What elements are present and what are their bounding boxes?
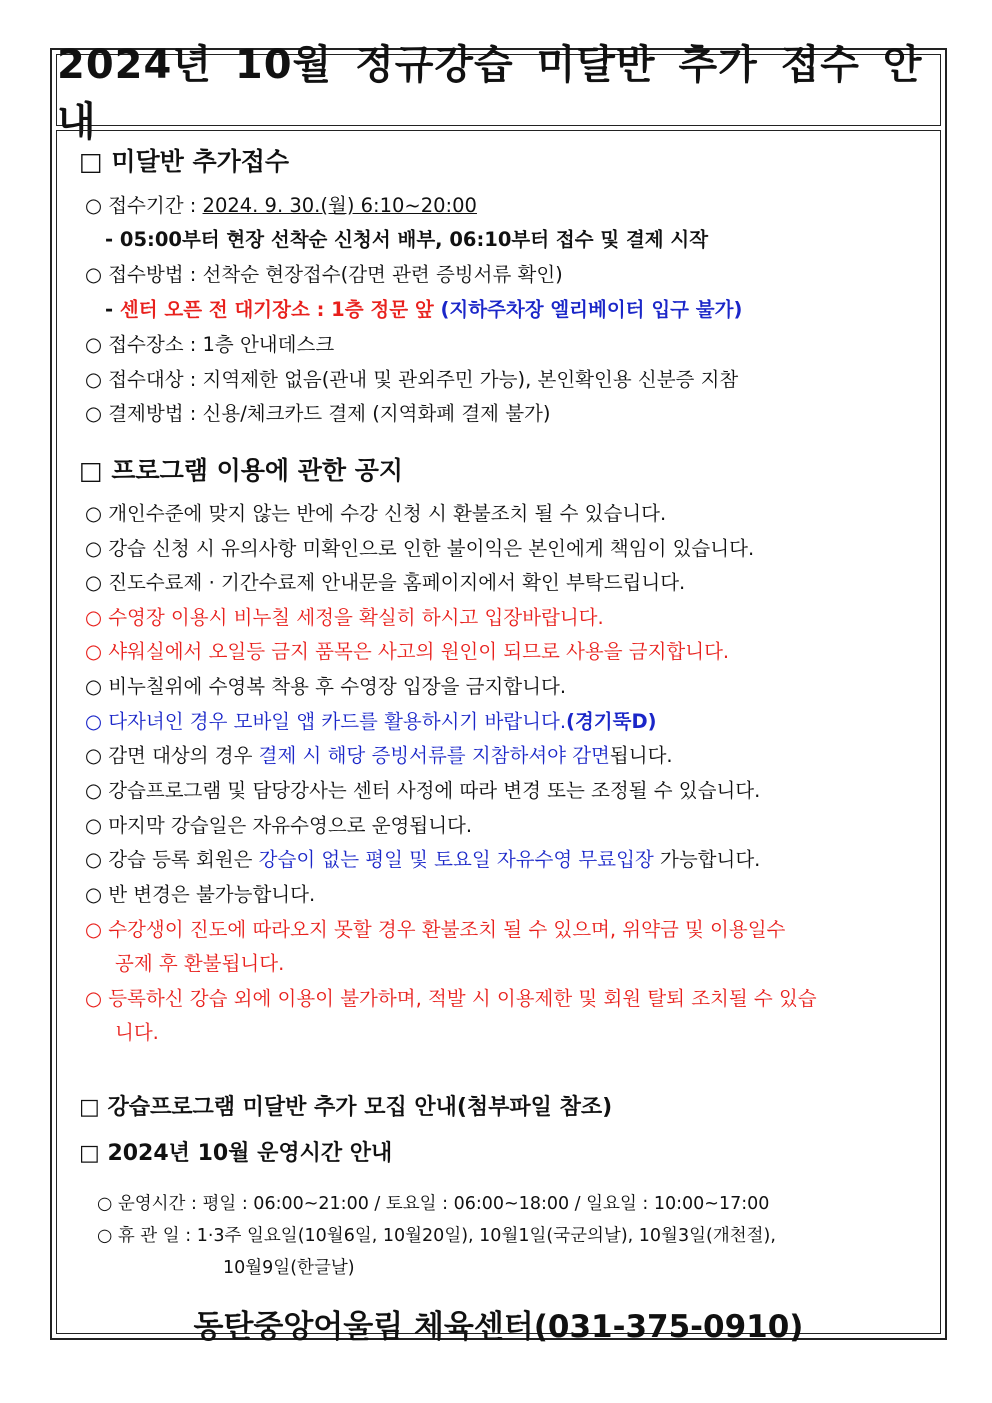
payment-method: ○ 결제방법 : 신용/체크카드 결제 (지역화폐 결제 불가) [85, 402, 551, 425]
notice-item-6: ○ 비누칠위에 수영복 착용 후 수영장 입장을 금지합니다. [85, 675, 567, 698]
notice-item-12: ○ 반 변경은 불가능합니다. [85, 883, 316, 906]
notice-item-9: ○ 강습프로그램 및 담당강사는 센터 사정에 따라 변경 또는 조정될 수 있습니다. [85, 779, 761, 802]
notice-item-8-a: ○ 감면 대상의 경우 [85, 744, 259, 767]
waiting-place [105, 297, 742, 323]
registration-period [85, 193, 477, 219]
operating-hours: ○ 운영시간 : 평일 : 06:00~21:00 / 토요일 : 06:00~18:00 / 일요일 : 10:00~17:00 [97, 1194, 770, 1214]
registration-method: ○ 접수방법 : 선착순 현장접수(감면 관련 증빙서류 확인) [85, 263, 563, 286]
notice-item-2: ○ 강습 신청 시 유의사항 미확인으로 인한 불이익은 본인에게 책임이 있습니다. [85, 537, 755, 560]
notice-item-11-b: 강습이 없는 평일 및 토요일 자유수영 무료입장 [258, 848, 654, 871]
section-heading-additional-registration: □ 미달반 추가접수 [79, 147, 290, 176]
registration-target: ○ 접수대상 : 지역제한 없음(관내 및 관외주민 가능), 본인확인용 신분증 지참 [85, 368, 739, 391]
notice-item-10: ○ 마지막 강습일은 자유수영으로 운영됩니다. [85, 814, 473, 837]
waiting-place-dash: - [105, 298, 120, 321]
section-heading-program-notice: □ 프로그램 이용에 관한 공지 [79, 456, 404, 485]
notice-item-14-line2: 니다. [115, 1021, 159, 1044]
center-contact-footer: 동탄중앙어울림 체육센터(031-375-0910) [193, 1309, 804, 1345]
closed-days-line1: ○ 휴 관 일 : 1·3주 일요일(10월6일, 10월20일), 10월1일(국군의날), 10월3일(개천절), [97, 1226, 776, 1246]
notice-item-11 [85, 847, 760, 873]
notice-item-7 [85, 709, 657, 735]
section-heading-operating-hours: □ 2024년 10월 운영시간 안내 [79, 1141, 393, 1166]
registration-period-label: ○ 접수기간 : [85, 194, 203, 217]
registration-period-value: 2024. 9. 30.(월) 6:10~20:00 [202, 194, 477, 217]
notice-item-13-line1: ○ 수강생이 진도에 따라오지 못할 경우 환불조치 될 수 있으며, 위약금 및 이용일수 [85, 918, 786, 941]
notice-item-8-b: 결제 시 해당 증빙서류를 지참하셔야 감면 [258, 744, 610, 767]
notice-item-1: ○ 개인수준에 맞지 않는 반에 수강 신청 시 환불조치 될 수 있습니다. [85, 502, 667, 525]
notice-item-5: ○ 샤워실에서 오일등 금지 품목은 사고의 원인이 되므로 사용을 금지합니다. [85, 640, 730, 663]
registration-place: ○ 접수장소 : 1층 안내데스크 [85, 333, 335, 356]
closed-days-line2: 10월9일(한글날) [223, 1258, 355, 1278]
waiting-place-red: 센터 오픈 전 대기장소 : 1층 정문 앞 [119, 298, 441, 321]
notice-item-11-a: ○ 강습 등록 회원은 [85, 848, 259, 871]
registration-period-note: - 05:00부터 현장 선착순 신청서 배부, 06:10부터 접수 및 결제 시작 [105, 228, 709, 251]
notice-item-8-c: 됩니다. [609, 744, 673, 767]
notice-item-7-app: (경기뚝D) [566, 710, 657, 733]
section-heading-recruitment: □ 강습프로그램 미달반 추가 모집 안내(첨부파일 참조) [79, 1095, 613, 1120]
notice-item-7-text: ○ 다자녀인 경우 모바일 앱 카드를 활용하시기 바랍니다. [85, 710, 567, 733]
notice-item-3: ○ 진도수료제 · 기간수료제 안내문을 홈페이지에서 확인 부탁드립니다. [85, 571, 686, 594]
content-box [56, 130, 941, 1345]
page-title: 2024년 10월 정규강습 미달반 추가 접수 안내 [57, 42, 923, 145]
notice-item-8 [85, 743, 673, 769]
title-box [56, 42, 941, 145]
notice-item-11-c: 가능합니다. [653, 848, 761, 871]
notice-item-4: ○ 수영장 이용시 비누칠 세정을 확실히 하시고 입장바랍니다. [85, 606, 604, 629]
notice-frame [50, 42, 947, 1345]
notice-item-13-line2: 공제 후 환불됩니다. [115, 952, 285, 975]
waiting-place-blue: (지하주차장 엘리베이터 입구 불가) [440, 298, 743, 321]
notice-item-14-line1: ○ 등록하신 강습 외에 이용이 불가하며, 적발 시 이용제한 및 회원 탈퇴 조치될 수 있습 [85, 987, 817, 1010]
